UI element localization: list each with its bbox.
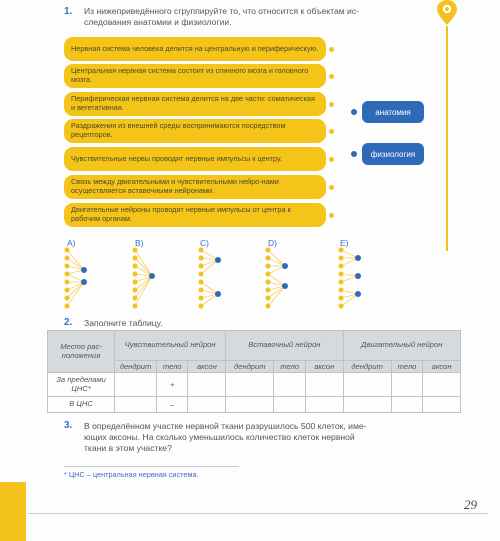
table-cell[interactable]: [343, 373, 391, 397]
option-label-a: A): [67, 238, 76, 248]
statement-text: Периферическая нервная система делится на две части: соматическая и вегетативная.: [71, 94, 315, 112]
table-cell[interactable]: [305, 373, 343, 397]
bottom-divider: [28, 513, 488, 514]
table-cell[interactable]: [226, 373, 274, 397]
category-connector-dot[interactable]: [351, 109, 357, 115]
row-label: В ЦНС: [48, 397, 115, 413]
table-subheader: аксон: [423, 361, 461, 373]
category-physiology[interactable]: физиология: [362, 143, 424, 165]
neuron-diagram-c[interactable]: [196, 246, 236, 312]
option-label-d: D): [268, 238, 277, 248]
neuron-diagram-a[interactable]: [62, 246, 102, 312]
task1-number: 1.: [64, 6, 73, 17]
statement-text: Двигательные нейроны проводят нервные импульсы от центра к рабочим органам.: [71, 205, 291, 223]
neuron-table: [47, 330, 461, 413]
connector-dot[interactable]: [329, 129, 334, 134]
connector-dot[interactable]: [329, 74, 334, 79]
table-cell[interactable]: –: [157, 397, 188, 413]
option-label-e: E): [340, 238, 349, 248]
task3-line1: В определённом участке нервной ткани разрушилось 500 клеток, име-: [84, 421, 367, 431]
table-group-header: Двигательный нейрон: [343, 331, 460, 361]
neuron-diagram-d[interactable]: [263, 246, 303, 312]
statement-card[interactable]: [64, 64, 326, 88]
connector-dot[interactable]: [329, 213, 334, 218]
table-cell[interactable]: [115, 397, 157, 413]
connector-dot[interactable]: [329, 47, 334, 52]
table-subheader: тело: [274, 361, 305, 373]
vertical-guide-line: [446, 26, 448, 251]
table-cell[interactable]: [305, 397, 343, 413]
table-cell[interactable]: [423, 373, 461, 397]
table-cell[interactable]: [423, 397, 461, 413]
task2-number: 2.: [64, 317, 73, 328]
statement-text: Раздражения из внешней среды воспринимаются посредством рецепторов.: [71, 121, 286, 139]
table-row: [48, 373, 461, 397]
statement-text: Связь между двигательными и чувствительными нейро-нами осуществляется вставочными нейронами.: [71, 177, 279, 195]
table-group-header: Чувствительный нейрон: [115, 331, 226, 361]
statement-card[interactable]: [64, 37, 326, 61]
corner-decoration: [0, 482, 26, 541]
table-cell[interactable]: [343, 397, 391, 413]
table-group-header: Вставочный нейрон: [226, 331, 343, 361]
row-label: За пределами ЦНС*: [48, 373, 115, 397]
table-cell[interactable]: [391, 397, 422, 413]
statement-text: Чувствительные нервы проводят нервные импульсы к центру.: [71, 153, 282, 163]
table-corner-header: Место рас-положения: [48, 331, 115, 373]
table-cell[interactable]: [188, 373, 226, 397]
statement-card[interactable]: [64, 175, 326, 199]
task3-number: 3.: [64, 420, 73, 431]
option-label-b: B): [135, 238, 144, 248]
table-cell[interactable]: [274, 373, 305, 397]
table-row: [48, 397, 461, 413]
option-label-c: C): [200, 238, 209, 248]
table-cell[interactable]: [274, 397, 305, 413]
footnote-divider: [64, 466, 239, 467]
table-cell[interactable]: [226, 397, 274, 413]
neuron-diagram-b[interactable]: [130, 246, 170, 312]
statement-card[interactable]: [64, 119, 326, 143]
task2-text: Заполните таблицу.: [84, 318, 163, 328]
category-connector-dot[interactable]: [351, 151, 357, 157]
statement-text: Нервная система человека делится на центральную и периферическую.: [71, 43, 319, 53]
table-cell[interactable]: [115, 373, 157, 397]
table-cell[interactable]: [391, 373, 422, 397]
location-pin-icon: [435, 0, 459, 26]
statement-card[interactable]: [64, 203, 326, 227]
table-subheader: аксон: [305, 361, 343, 373]
table-subheader: дендрит: [115, 361, 157, 373]
statement-card[interactable]: [64, 147, 326, 171]
task3-line2: ющих аксоны. На сколько уменьшилось количество клеток нервной: [84, 432, 355, 442]
statement-text: Центральная нервная система состоит из спинного мозга и головного мозга.: [71, 66, 309, 84]
table-subheader: дендрит: [226, 361, 274, 373]
footnote: * ЦНС – центральная нервная система.: [64, 470, 199, 479]
connector-dot[interactable]: [329, 157, 334, 162]
table-cell[interactable]: [188, 397, 226, 413]
connector-dot[interactable]: [329, 185, 334, 190]
table-subheader: дендрит: [343, 361, 391, 373]
table-subheader: аксон: [188, 361, 226, 373]
table-subheader: тело: [157, 361, 188, 373]
task1-text-line2: следования анатомии и физиологии.: [84, 17, 232, 27]
task1-text-line1: Из нижеприведённого сгруппируйте то, что относится к объектам ис-: [84, 6, 360, 16]
page-number: 29: [464, 497, 477, 512]
category-anatomy[interactable]: анатомия: [362, 101, 424, 123]
neuron-diagram-e[interactable]: [336, 246, 376, 312]
table-cell[interactable]: +: [157, 373, 188, 397]
task3-line3: ткани в этом участке?: [84, 443, 172, 453]
connector-dot[interactable]: [329, 102, 334, 107]
statement-card[interactable]: [64, 92, 326, 116]
table-subheader: тело: [391, 361, 422, 373]
